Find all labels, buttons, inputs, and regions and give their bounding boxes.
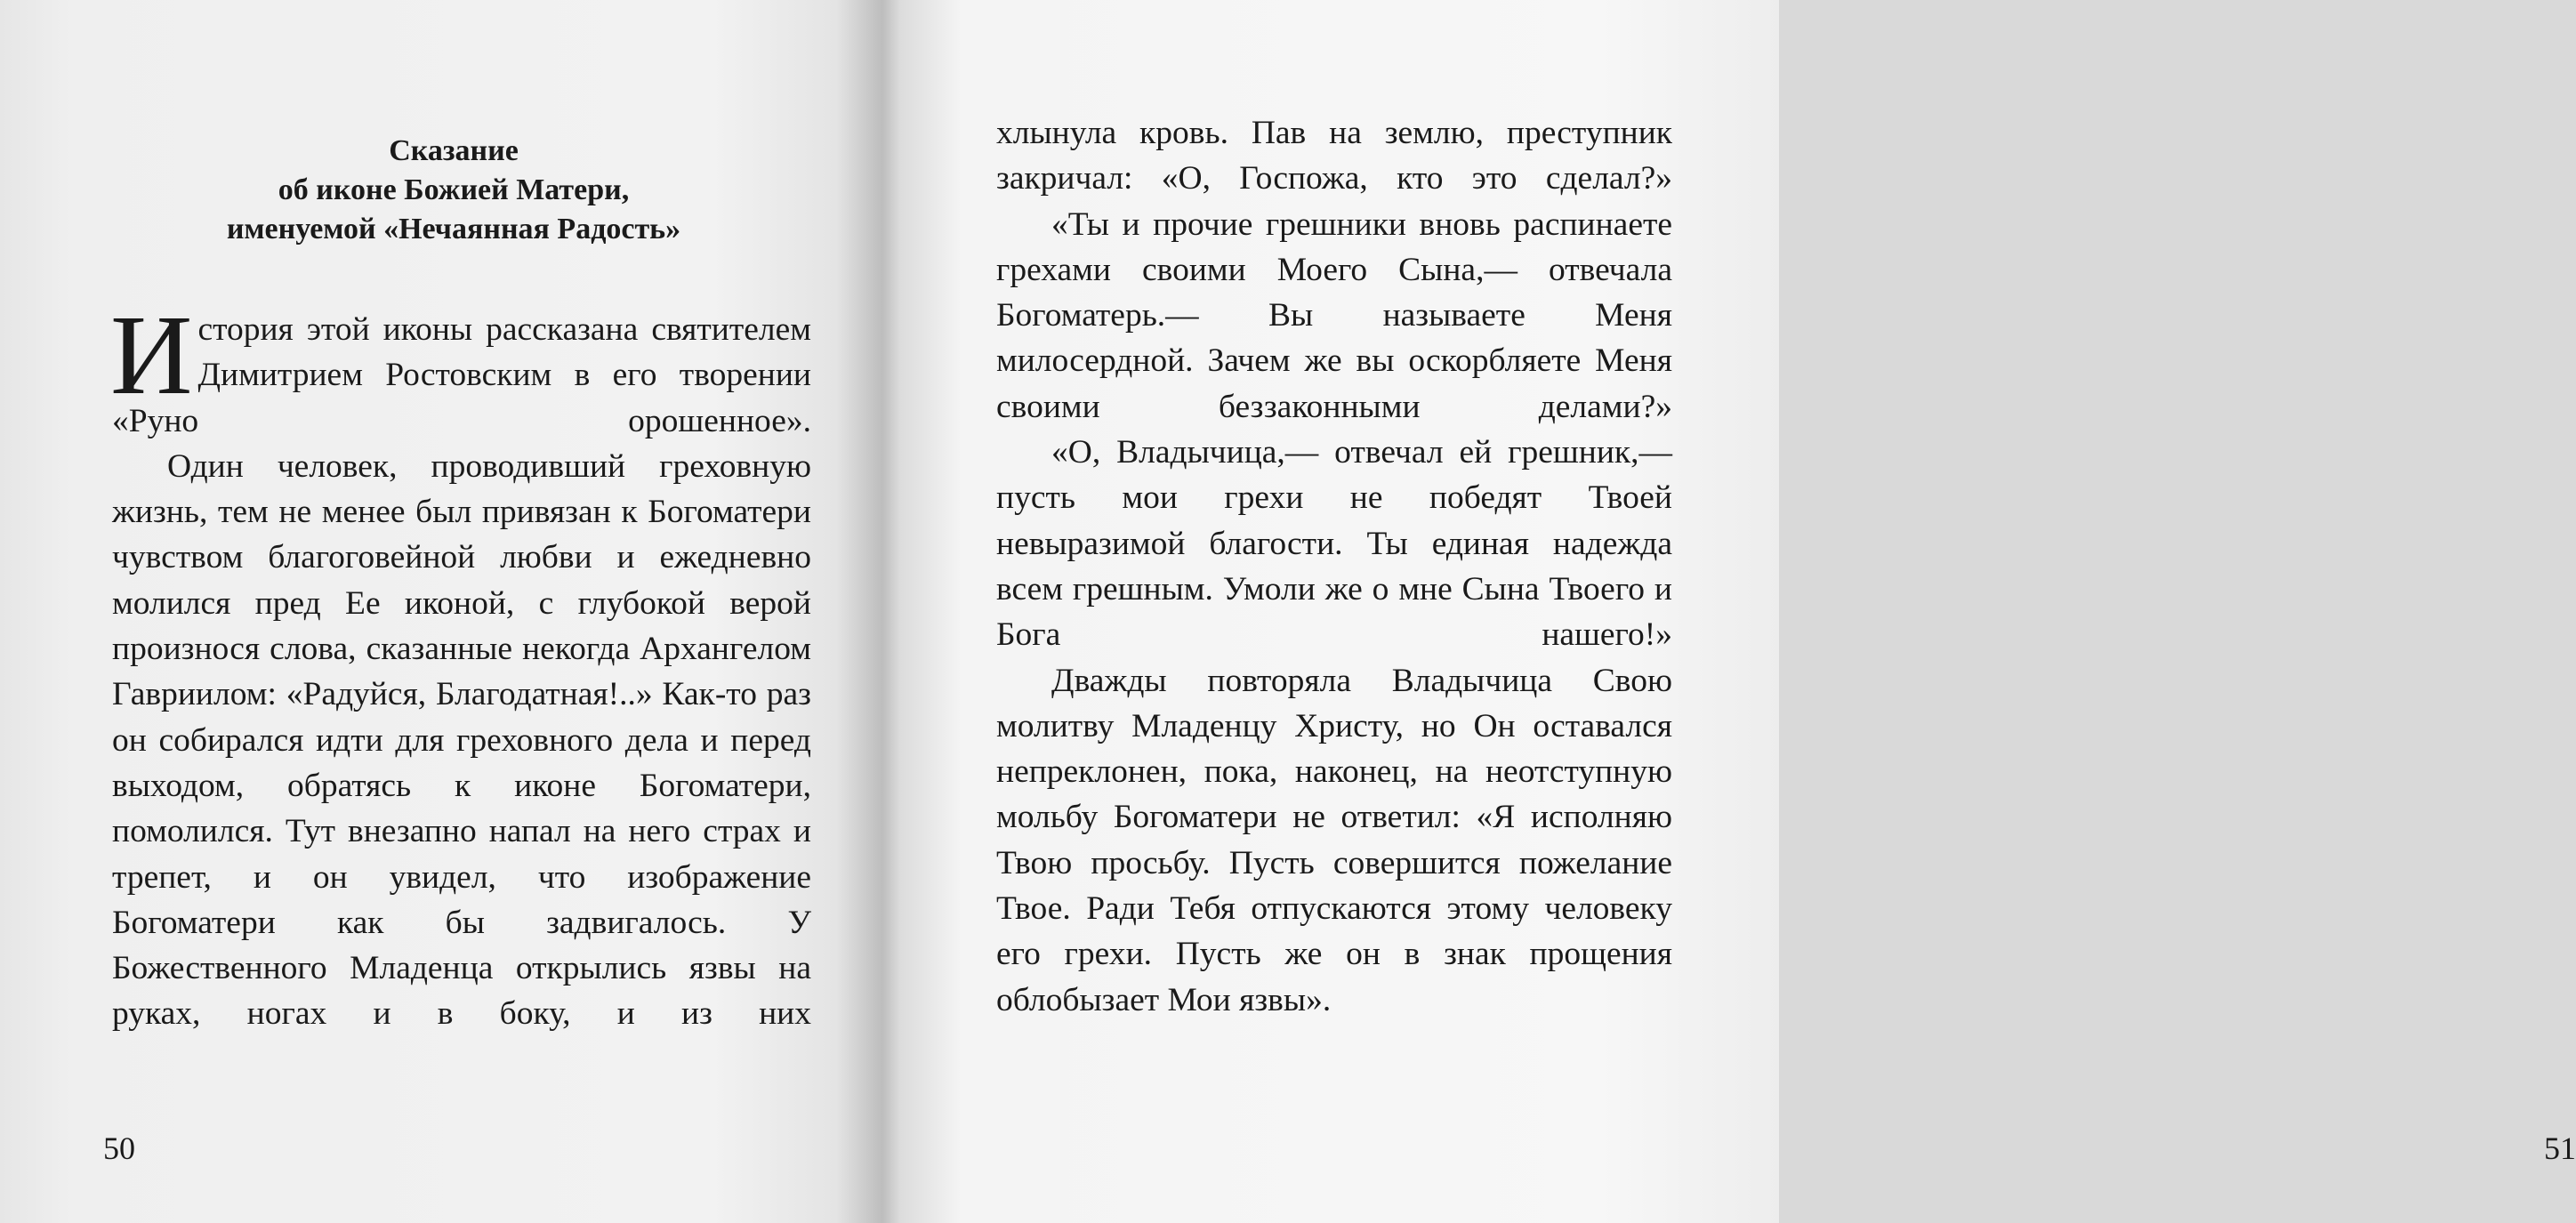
- left-page: [0, 0, 890, 1223]
- paragraph-2: Один человек, проводивший греховную жизнь, тем не менее был привязан к Богоматери чувством благоговейной любви и ежедневно молился пред Ее иконой, с глубокой верой произнося слова, сказанные некогда Архангелом Гавриилом: «Радуйся, Благодатная!..» Как-то раз он собирался идти для греховного дела и перед выходом, обратясь к иконе Богоматери, помолился. Тут внезапно напал на него страх и трепет, и он увидел, что изображение Богоматери как бы задвигалось. У Божественного Младенца открылись язвы на руках, ногах и в боку, и из них: [112, 447, 811, 1033]
- paragraph-1: [110, 292, 811, 444]
- page-number-right: 51: [2544, 1130, 2576, 1166]
- paragraph-1-text: стория этой иконы рассказана святителем Димитрием Ростовским в его творении «Руно орошенное».: [112, 311, 811, 439]
- paragraph-5: «О, Владычица,— отвечал ей грешник,— пусть мои грехи не победят Твоей невыразимой благости. Ты единая надежда всем грешным. Умоли же о мне Сына Твоего и Бога нашего!»: [996, 434, 1672, 654]
- title-line-2: об иконе Божией Матери,: [278, 173, 630, 206]
- left-page-text: [110, 292, 811, 1037]
- story-title: [187, 132, 720, 249]
- title-line-1: Сказание: [389, 134, 519, 167]
- paragraph-4: «Ты и прочие грешники вновь распинаете грехами своими Моего Сына,— отвечала Богоматерь.— Вы называете Меня милосердной. Зачем же вы оскорбляете Меня своими беззаконными делами?»: [996, 205, 1672, 425]
- title-line-3: именуемой «Нечаянная Радость»: [226, 213, 681, 245]
- right-page-text: [996, 110, 1672, 1023]
- paragraph-6: Дважды повторяла Владычица Свою молитву Младенцу Христу, но Он оставался непреклонен, пока, наконец, на неотступную мольбу Богоматери не ответил: «Я исполняю Твою просьбу. Пусть совершится пожелание Твое. Ради Тебя отпускаются этому человеку его грехи. Пусть же он в знак прощения облобызает Мои язвы».: [996, 662, 1672, 1018]
- page-number-left: 50: [103, 1130, 135, 1166]
- drop-cap: И: [110, 292, 193, 418]
- paragraph-3: хлынула кровь. Пав на землю, преступник закричал: «О, Госпожа, кто это сделал?»: [996, 115, 1672, 197]
